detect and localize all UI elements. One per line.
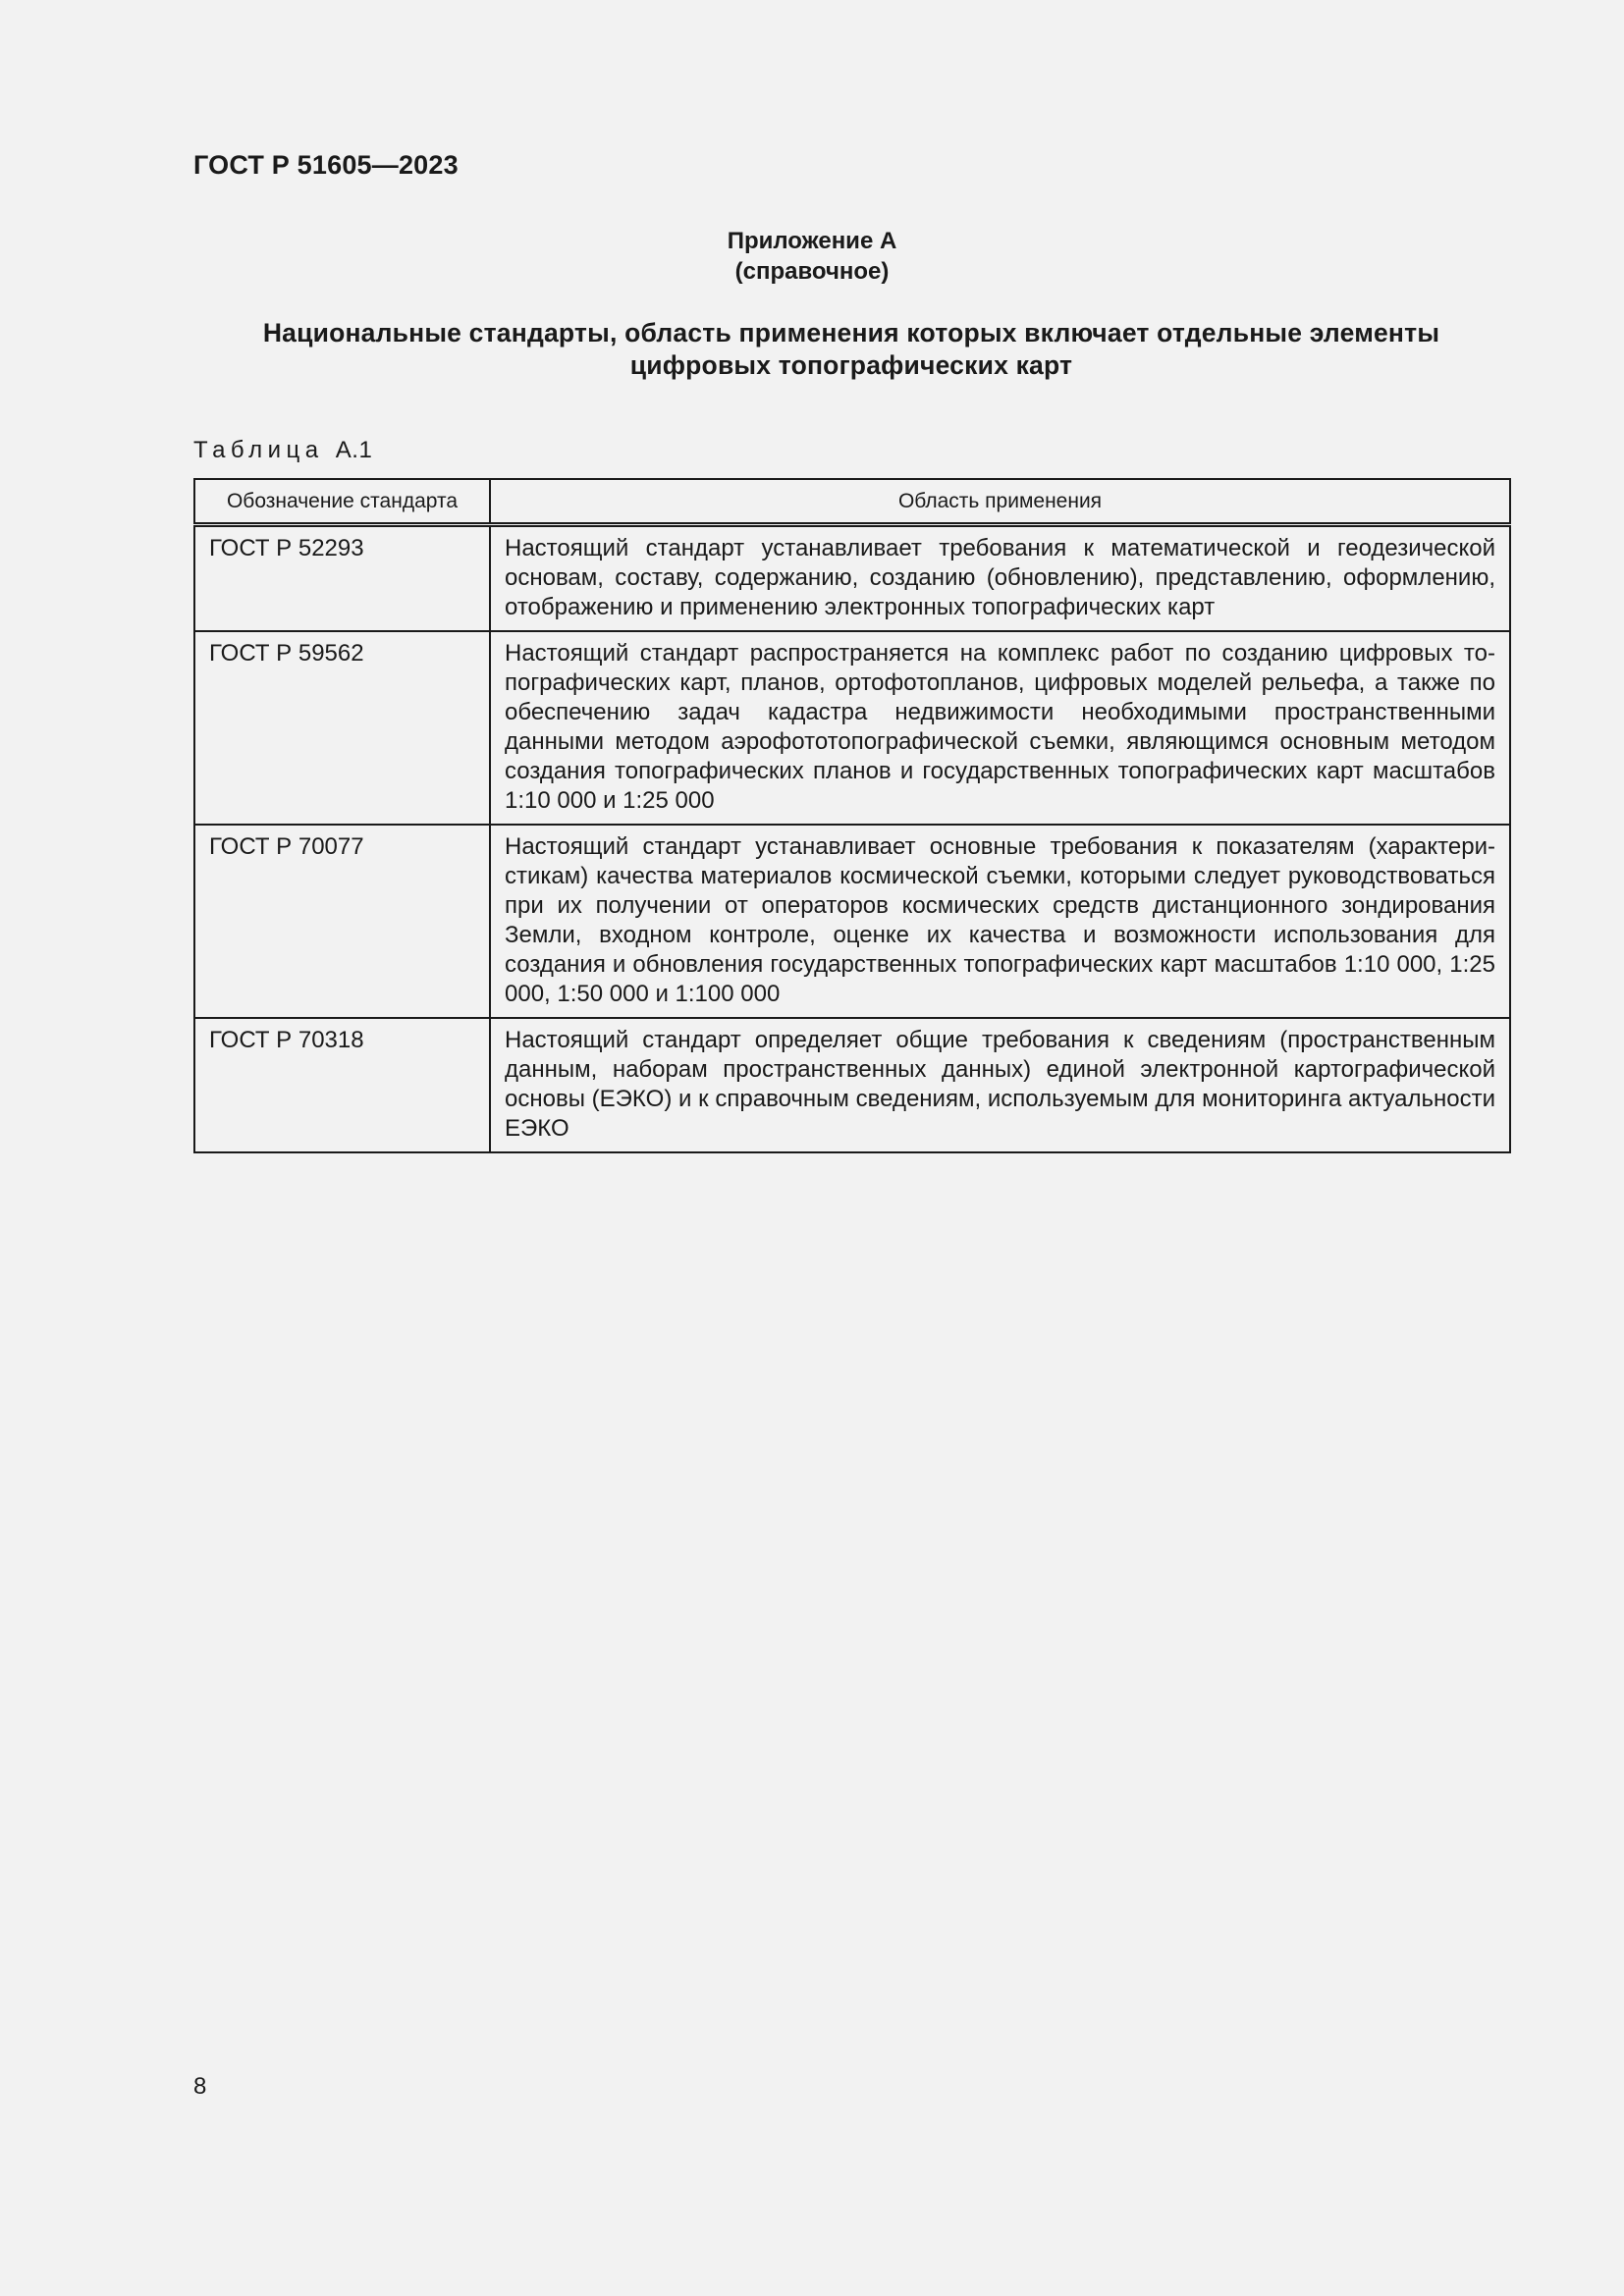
section-title: Национальные стандарты, область применения которых включает отдельные элементы цифровых топографических карт	[262, 318, 1440, 380]
table-row	[194, 631, 1510, 825]
column-header-scope: Область применения	[490, 479, 1510, 525]
table-row	[194, 525, 1510, 632]
table-caption-word: Таблица	[193, 437, 324, 463]
table-caption-number: А.1	[335, 437, 373, 463]
appendix-title: Приложение А	[727, 228, 897, 254]
standard-code-cell: ГОСТ Р 70318	[194, 1018, 490, 1152]
standard-scope-cell: Настоящий стандарт определяет общие требования к сведениям (пространственным данным, наборам пространственных данных) единой электронной картографической основы (ЕЭКО) и к справочным сведениям, используемым для мониторинга актуальности ЕЭКО	[490, 1018, 1510, 1152]
standard-code-cell: ГОСТ Р 70077	[194, 825, 490, 1018]
standard-scope-cell: Настоящий стандарт устанавливает требования к математической и геодезической основам, составу, содержанию, созданию (обновлению), представлению, оформлению, отображению и применению электронных топографических карт	[490, 525, 1510, 632]
table-row	[194, 1018, 1510, 1152]
column-header-designation: Обозначение стандарта	[194, 479, 490, 525]
standard-code-cell: ГОСТ Р 52293	[194, 525, 490, 632]
table-caption	[193, 437, 372, 464]
table-header-row	[194, 479, 1510, 525]
table-row	[194, 825, 1510, 1018]
standards-table	[193, 478, 1511, 1153]
document-code: ГОСТ Р 51605—2023	[193, 150, 459, 180]
appendix-subtitle: (справочное)	[734, 258, 890, 285]
page-number: 8	[193, 2073, 207, 2100]
standard-scope-cell: Настоящий стандарт распространяется на комплекс работ по созданию цифровых топографических карт, планов, ортофотопланов, цифровых моделей рельефа, а также по обеспечению задач кадастра недвижимости необходимыми пространственными данными методом аэрофототопографической съемки, являющимся основным методом создания топографических планов и государственных топографических карт масштабов 1:10 000 и 1:25 000	[490, 631, 1510, 825]
standard-scope-cell: Настоящий стандарт устанавливает основные требования к показателям (характеристикам) качества материалов космической съемки, которыми следует руководствоваться при их получении от операторов космических средств дистанционного зондирования Земли, входном контроле, оценке их качества и возможности использования для создания и обновления государственных топографических карт масштабов 1:10 000, 1:25 000, 1:50 000 и 1:100 000	[490, 825, 1510, 1018]
standard-code-cell: ГОСТ Р 59562	[194, 631, 490, 825]
